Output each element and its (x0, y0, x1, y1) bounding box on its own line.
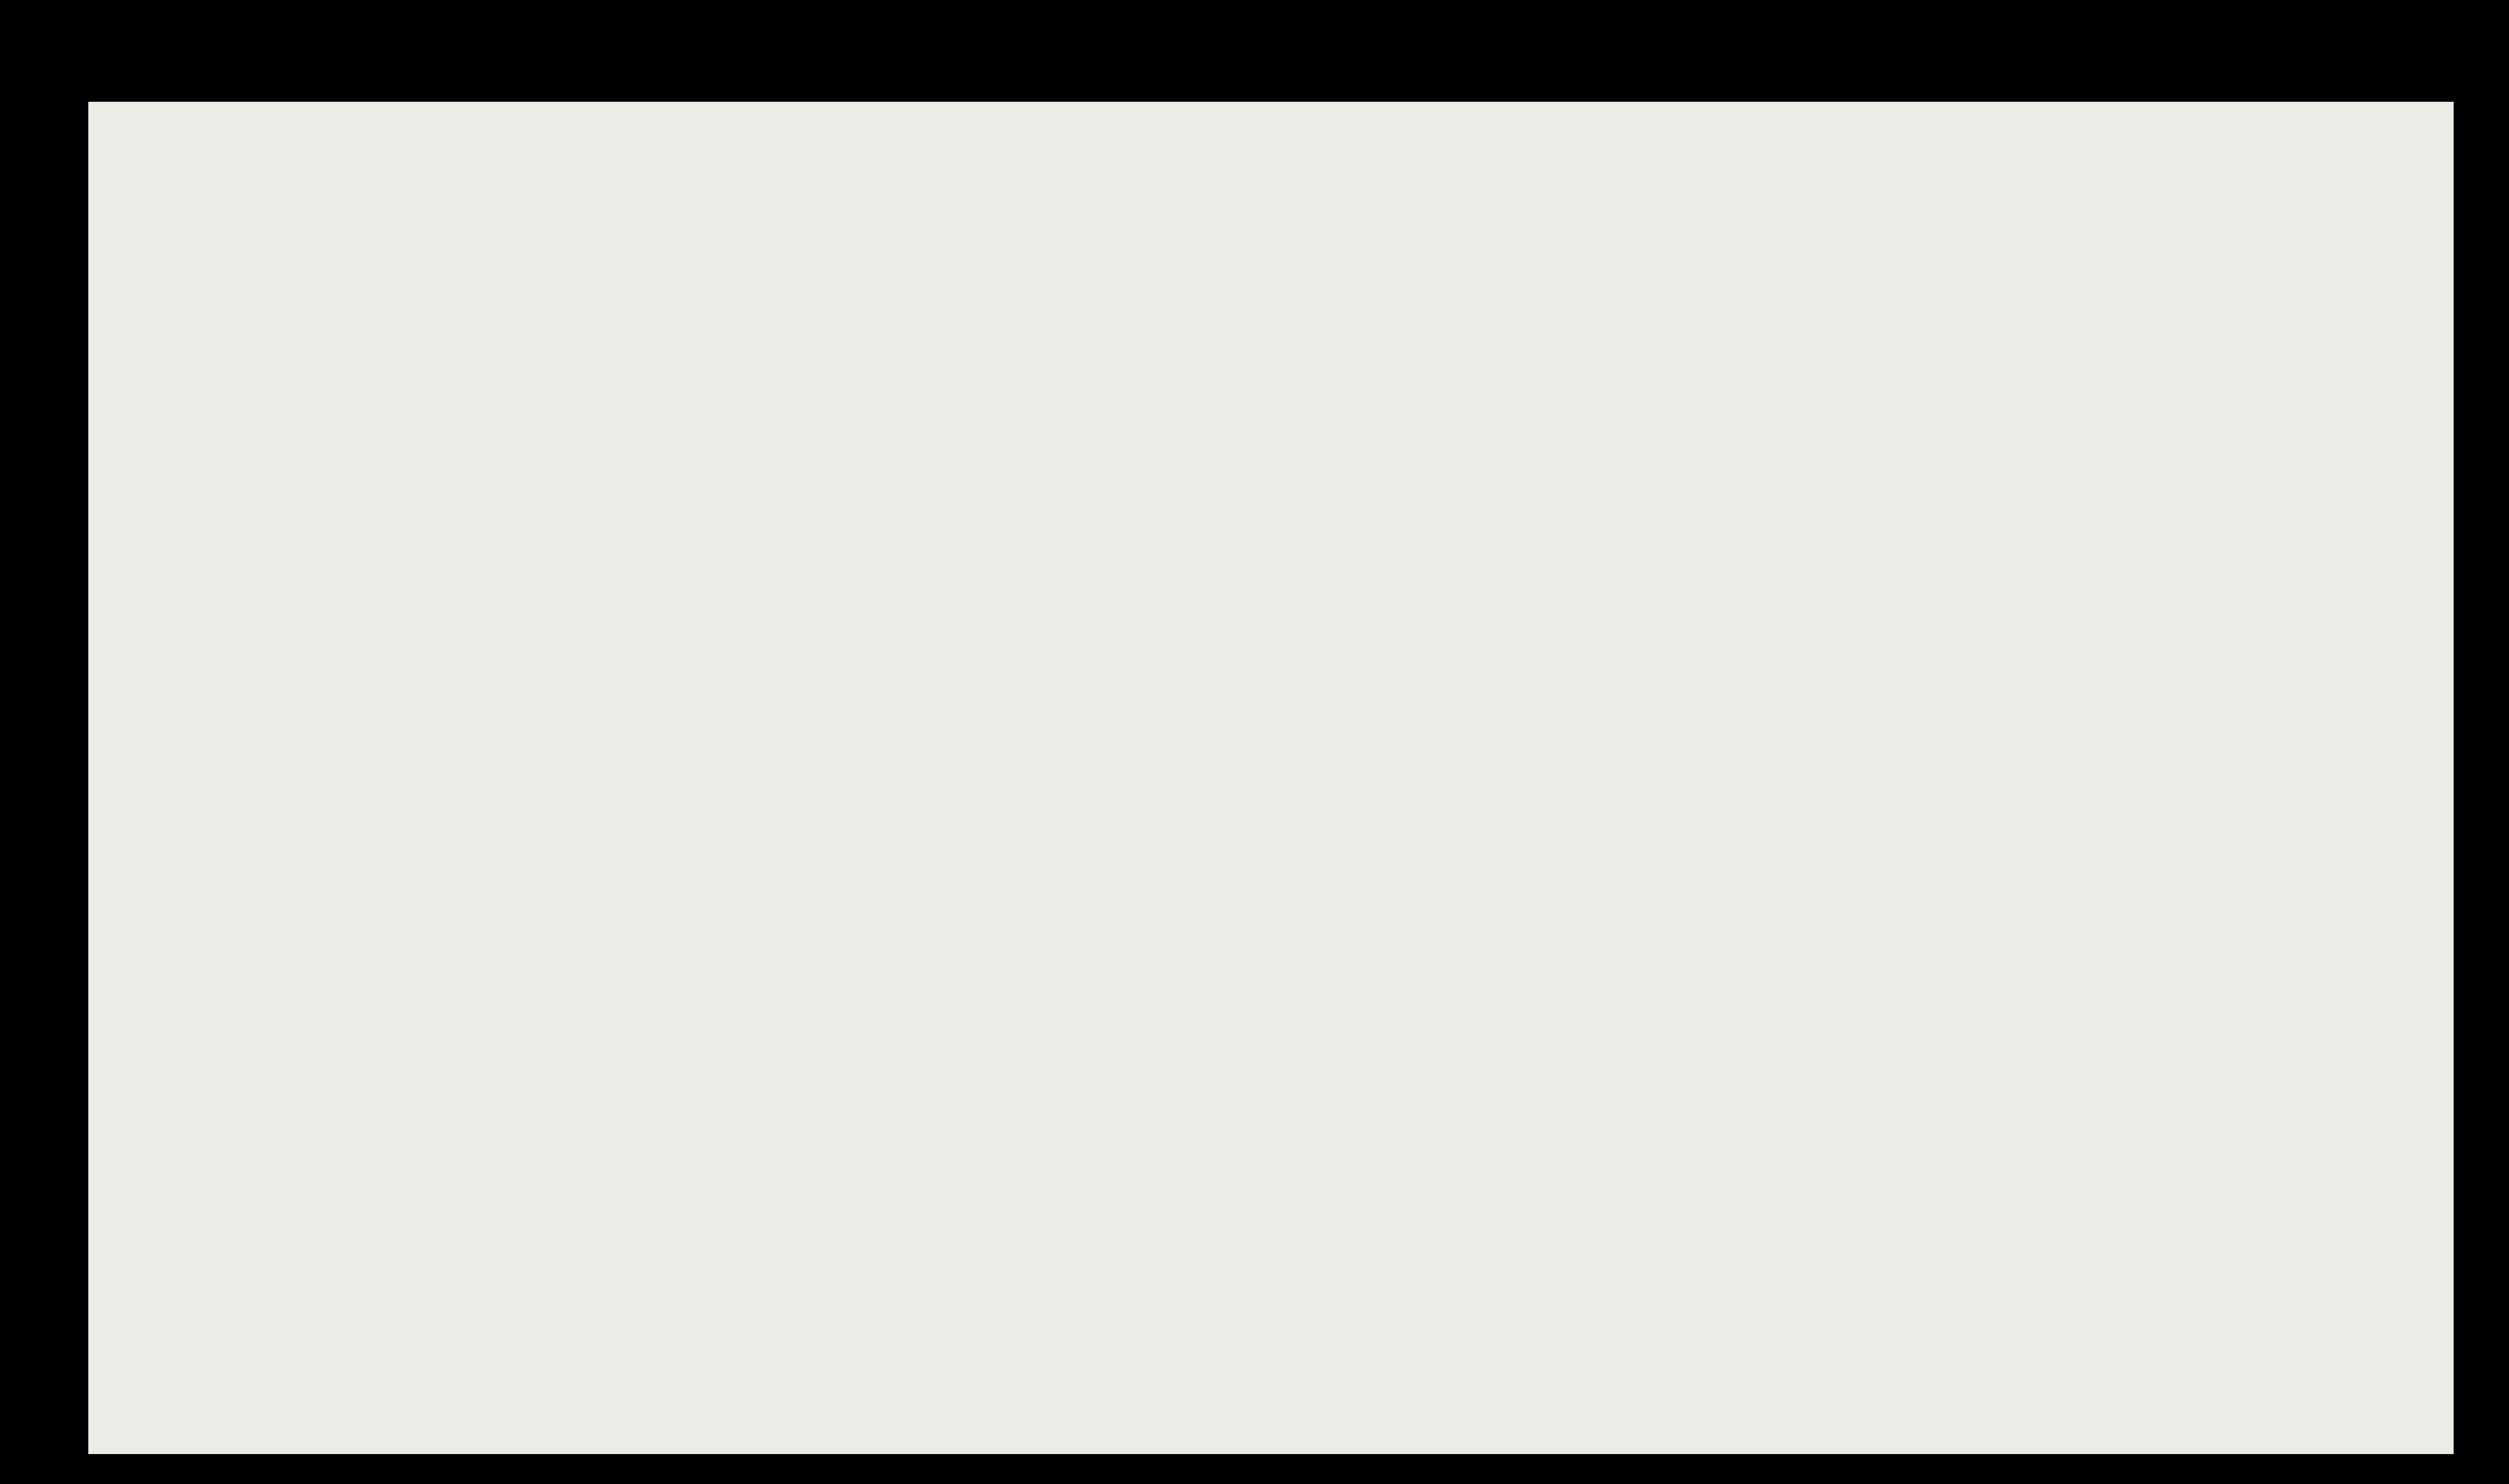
paper-sheet (88, 102, 2454, 1454)
